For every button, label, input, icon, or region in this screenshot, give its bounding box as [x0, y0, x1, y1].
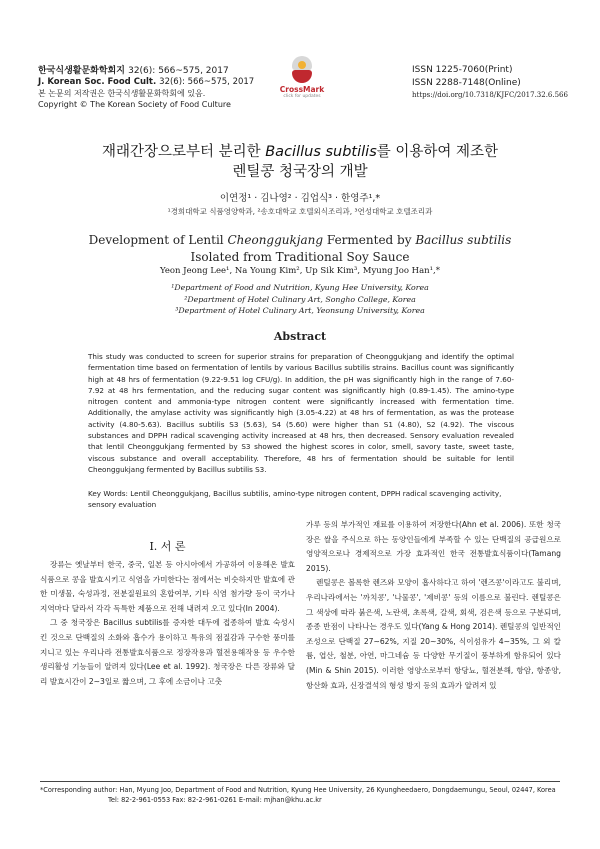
issn-print: ISSN 1225-7060(Print)	[412, 65, 513, 75]
journal-name-ko: 한국식생활문화학회지 32(6): 566~575, 2017	[38, 66, 229, 76]
issn-online: ISSN 2288-7148(Online)	[412, 77, 521, 88]
footnote-divider	[40, 781, 560, 782]
keywords-list: Lentil Cheonggukjang, Bacillus subtilis, amino-type nitrogen content, DPPH radical scavenging activity, sensory evaluation	[88, 489, 502, 509]
doi-link[interactable]: https://doi.org/10.7318/KJFC/2017.32.6.566	[412, 91, 568, 99]
crossmark-badge[interactable]	[272, 56, 332, 99]
authors-ko: 이연정¹ · 김나영² · 김업식³ · 한영주¹,*	[219, 193, 381, 204]
abstract-text: This study was conducted to screen for superior strains for preparation of Cheonggukjang and identify the optimal fermentation time based on fermentation of lentils by various Bacillus subtilis strains. Bacillus count was significantly high at 48 hrs of fermentation (9.22-9.51 log CFU/g). In addition, the pH was significantly high in the range of 7.60-7.92 at 48 hrs fermentation, and the reducing sugar content was significantly high (0.89-1.45). The amino-type nitrogen content and ammonia-type nitrogen content were significantly increased with fermentation time. Additionally, the amylase activity was significantly high (3.05-4.22) at 48 hrs of fermentation, as was the protease activity (4.80-5.63). Bacillus subtilis S3 (5.63), S4 (5.60) were higher than S1 (4.80), S2 (4.92). The viscous substances and DPPH radical scavenging activity increased at 48 hrs, then decreased. Sensory evaluation revealed that lentil Cheonggukjang fermented by S3 showed the highest scores in color, smell, savory taste, sweet taste, viscous substance and overall acceptability. Therefore, 48 hrs of fermentation should be suitable for lentil Cheonggukjang fermented by Bacillus subtilis S3.	[88, 352, 514, 474]
affiliations-ko: ¹경희대학교 식품영양학과, ²송호대학교 호텔외식조리과, ³연성대학교 호텔조리과	[167, 207, 433, 216]
crossmark-icon	[289, 56, 315, 84]
authors-en: Yeon Jeong Lee¹, Na Young Kim², Up Sik Kim³, Myung Joo Han¹,*	[159, 266, 440, 276]
section-heading: I. 서 론	[149, 540, 186, 553]
paragraph: 렌틸콩은 볼록한 렌즈와 모양이 흡사하다고 하여 '렌즈콩'이라고도 불리며, 우리나라에서는 '까치콩', '나물콩', '제비콩' 등의 이름으로 불린다. 렌틸콩은 그 색상에 따라 붉은색, 노란색, 초록색, 갈색, 회색, 검은색 등으로 구분되며, 종종 반점이 나타나는 경우도 있다(Yang & Hong 2014). 렌틸콩의 일반적인 조성으로 단백질 27~62%, 지질 20~30%, 식이섬유가 4~35%, 그 외 칼륨, 엽산, 철분, 아연, 마그네슘 등 다양한 무기질이 풍부하게 함유되어 있다(Min & Shin 2015). 이러한 영양소로부터 항당뇨, 혈전분해, 항암, 항종양, 항산화 효과, 신장결석의 형성 방지 등의 효과가 알려져 있	[306, 578, 561, 690]
body-column-right	[306, 518, 561, 693]
copyright: Copyright © The Korean Society of Food Culture	[38, 100, 231, 109]
title-en: Development of Lentil Cheonggukjang Fermented by Bacillus subtilis Isolated from Traditional Soy Sauce	[88, 233, 512, 264]
issn-block	[412, 64, 568, 102]
keywords	[88, 488, 518, 510]
keywords-label: Key Words:	[88, 489, 128, 498]
rights-statement: 본 논문의 저작권은 한국식생활문화학회에 있음.	[38, 89, 206, 98]
abstract-heading: Abstract	[273, 330, 327, 343]
journal-name-en: J. Korean Soc. Food Cult. 32(6): 566~575, 2017	[38, 77, 255, 87]
journal-header	[38, 66, 254, 110]
paragraph: 가루 등의 부가적인 재료를 이용하여 저장한다(Ahn et al. 2006). 또한 청국장은 쌀을 주식으로 하는 동양인들에게 부족할 수 있는 단백질의 공급원으로 영양적으로나 경제적으로 가장 효과적인 한국 전통발효식품이다(Tamang 2015).	[306, 520, 561, 573]
affiliations-en: ¹Department of Food and Nutrition, Kyung Hee University, Korea ²Department of Hotel Culinary Art, Songho College, Korea ³Department of Hotel Culinary Art, Yeonsung University, Korea	[171, 283, 429, 315]
footnote-contact: Tel: 82-2-961-0553 Fax: 82-2-961-0261 E-mail: mjhan@khu.ac.kr	[108, 796, 322, 804]
crossmark-label: CrossMark	[279, 85, 325, 94]
body-column-left	[40, 558, 295, 689]
crossmark-sub: click for updates	[283, 94, 321, 99]
paragraph: 그 중 청국장은 Bacillus subtilis를 증자한 대두에 접종하여 발효 숙성시킨 것으로 단백질의 소화와 흡수가 용이하고 특유의 점질감과 구수한 풍미를 지니고 있는 우리나라 전통발효식품으로 정장작용과 혈전용해작용 등 우수한 생리활성 기능들이 알려져 있다(Lee et al. 1992). 청국장은 다른 장류와 달리 발효시간이 2~3일로 짧으며, 그 후에 소금이나 고춧	[40, 618, 295, 686]
title-ko: 재래간장으로부터 분리한 Bacillus subtilis를 이용하여 제조한 렌틸콩 청국장의 개발	[101, 144, 499, 180]
paragraph: 장류는 옛날부터 한국, 중국, 일본 등 아시아에서 가공하여 이용해온 발효 식품으로 콩을 발효시키고 식염을 가미한다는 점에서는 비슷하지만 발효에 관한 미생물, 숙성과정, 전분질원료의 혼합여부, 기타 식염 첨가량 등이 국가나 지역마다 달라서 각각 독특한 제품으로 전해 내려져 오고 있다(In 2004).	[40, 560, 295, 613]
footnote	[40, 785, 560, 805]
footnote-author: *Corresponding author: Han, Myung Joo, Department of Food and Nutrition, Kyung Hee University, 26 Kyungheedaero, Dongdaemungu, Seoul, 02447, Korea	[40, 786, 556, 794]
